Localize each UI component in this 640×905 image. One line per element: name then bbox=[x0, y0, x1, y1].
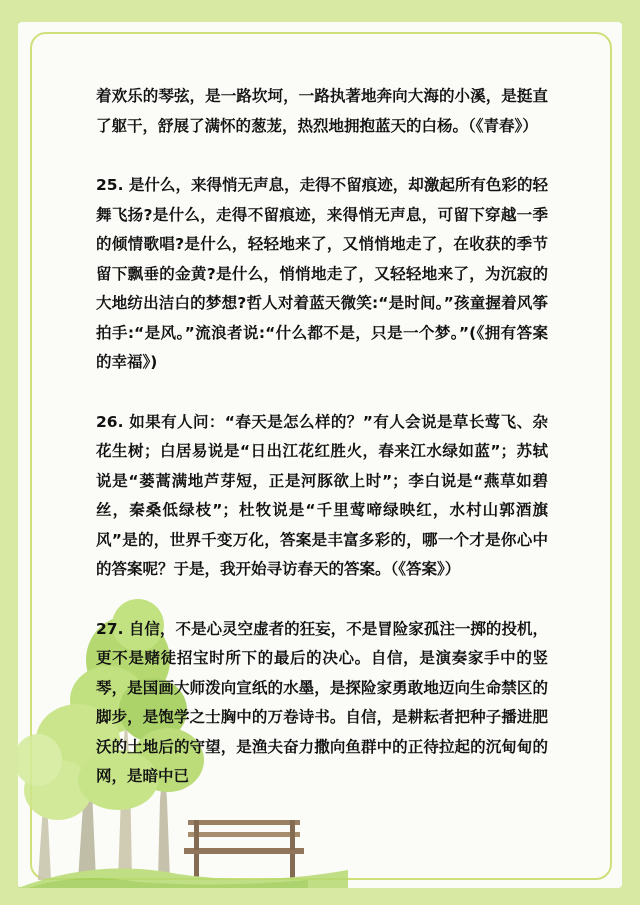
article-body bbox=[96, 82, 548, 792]
paragraph-25: 25. 是什么，来得悄无声息，走得不留痕迹，却激起所有色彩的轻舞飞扬?是什么，走得不留痕迹，来得悄无声息，可留下穿越一季的倾情歌唱?是什么，轻轻地来了，又悄悄地走了，在收获的季节留下飘垂的金黄?是什么，悄悄地走了，又轻轻地来了，为沉寂的大地纺出洁白的梦想?哲人对着蓝天微笑:“是时间。”孩童握着风筝拍手:“是风。”流浪者说:“什么都不是，只是一个梦。”(《拥有答案的幸福》) bbox=[96, 176, 548, 371]
paragraph-26: 26. 如果有人问：“春天是怎么样的？”有人会说是草长莺飞、杂花生树；白居易说是“日出江花红胜火，春来江水绿如蓝”；苏轼说是“蒌蒿满地芦芽短，正是河豚欲上时”；李白说是“燕草如碧丝，秦桑低绿枝”；杜牧说是“千里莺啼绿映红，水村山郭酒旗风”是的，世界千变万化，答案是丰富多彩的，哪一个才是你心中的答案呢？于是，我开始寻访春天的答案。（《答案》） bbox=[96, 412, 548, 578]
paragraph-27: 27. 自信，不是心灵空虚者的狂妄，不是冒险家孤注一掷的投机，更不是赌徒招宝时所下的最后的决心。自信，是演奏家手中的竖琴，是国画大师泼向宣纸的水墨，是探险家勇敢地迈向生命禁区的脚步，是饱学之士胸中的万卷诗书。自信，是耕耘者把种子播进肥沃的土地后的守望，是渔夫奋力撒向鱼群中的正待拉起的沉甸甸的网，是暗中已 bbox=[96, 619, 548, 785]
paragraph-continued: 着欢乐的琴弦，是一路坎坷，一路执著地奔向大海的小溪，是挺直了躯干，舒展了满怀的葱茏，热烈地拥抱蓝天的白杨。（《青春》） bbox=[96, 87, 548, 135]
